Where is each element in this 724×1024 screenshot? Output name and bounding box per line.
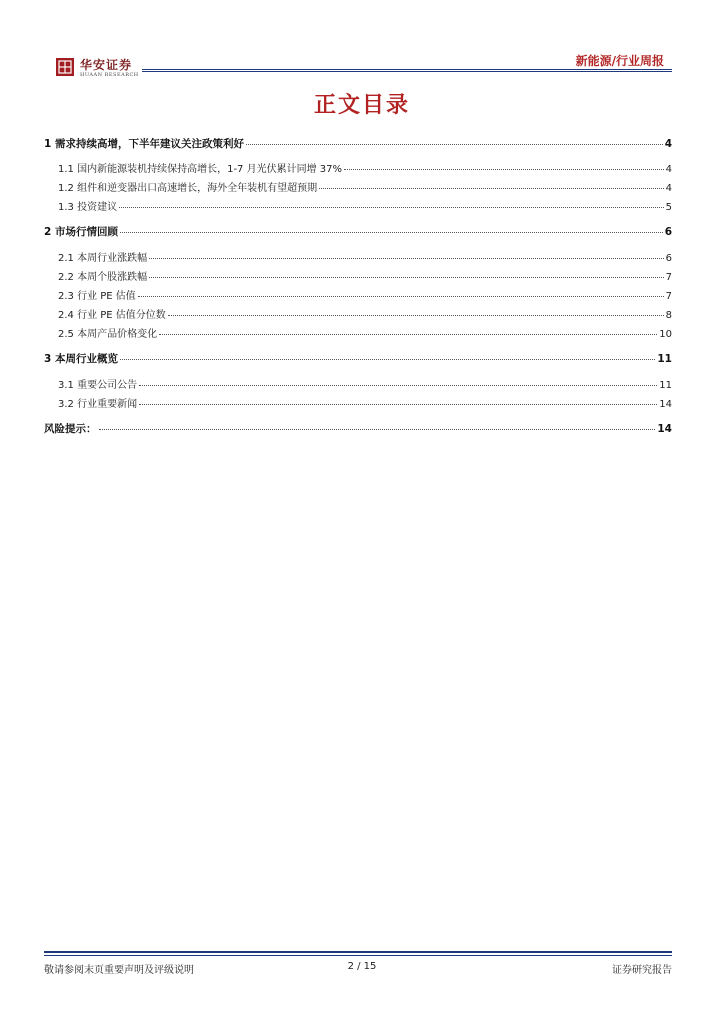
toc-dot-leader xyxy=(119,207,664,208)
toc-entry-title: 2.2 本周个股涨跌幅 xyxy=(58,272,148,283)
toc-entry-page: 10 xyxy=(659,329,672,340)
toc-dot-leader xyxy=(120,232,663,233)
toc-entry-title: 2 市场行情回顾 xyxy=(44,226,118,238)
toc-entry-title: 3.1 重要公司公告 xyxy=(58,380,138,391)
page-number: 2 / 15 xyxy=(347,961,377,972)
toc-entry-title: 3 本周行业概览 xyxy=(44,353,118,365)
toc-entry-page: 14 xyxy=(659,399,672,410)
toc-entry[interactable] xyxy=(44,395,672,410)
toc-entry[interactable] xyxy=(44,268,672,283)
toc-entry-title: 2.1 本周行业涨跌幅 xyxy=(58,253,148,264)
toc-entry-title: 3.2 行业重要新闻 xyxy=(58,399,138,410)
toc-entry-title: 2.5 本周产品价格变化 xyxy=(58,329,158,340)
report-section-label: 新能源/行业周报 xyxy=(575,54,664,68)
toc-entry-page: 4 xyxy=(664,138,672,150)
footer-rule xyxy=(44,951,672,953)
toc-dot-leader xyxy=(168,315,664,316)
toc-entry[interactable] xyxy=(44,224,672,239)
toc-dot-leader xyxy=(159,334,657,335)
toc-entry[interactable] xyxy=(44,160,672,175)
toc-entry-page: 14 xyxy=(657,423,672,435)
header-rule-secondary xyxy=(142,71,672,72)
toc-dot-leader xyxy=(344,169,664,170)
toc-dot-leader xyxy=(149,277,664,278)
toc-dot-leader xyxy=(139,385,657,386)
footer-rule-secondary xyxy=(44,955,672,956)
company-logo xyxy=(56,58,186,82)
toc-entry[interactable] xyxy=(44,136,672,151)
logo-icon xyxy=(56,58,74,76)
toc-entry[interactable] xyxy=(44,351,672,366)
toc-entry-title: 1.1 国内新能源装机持续保持高增长，1-7 月光伏累计同增 37% xyxy=(58,164,342,175)
toc-entry[interactable] xyxy=(44,421,672,436)
toc-dot-leader xyxy=(99,429,656,430)
toc-dot-leader xyxy=(138,296,664,297)
page-title: 正文目录 xyxy=(313,93,410,118)
toc-entry-title: 1.2 组件和逆变器出口高速增长，海外全年装机有望超预期 xyxy=(58,183,318,194)
footer-report-type: 证券研究报告 xyxy=(612,965,672,976)
toc-entry[interactable] xyxy=(44,249,672,264)
toc-dot-leader xyxy=(139,404,657,405)
toc-entry-title: 2.4 行业 PE 估值分位数 xyxy=(58,310,166,321)
toc-entry[interactable] xyxy=(44,198,672,213)
toc-entry-page: 8 xyxy=(665,310,672,321)
toc-entry[interactable] xyxy=(44,325,672,340)
page-header xyxy=(44,52,672,76)
header-rule xyxy=(142,69,672,70)
toc-entry-page: 11 xyxy=(659,380,672,391)
toc-dot-leader xyxy=(149,258,664,259)
toc-dot-leader xyxy=(120,359,655,360)
toc-entry-title: 风险提示： xyxy=(44,423,97,435)
toc-entry-page: 4 xyxy=(665,183,672,194)
toc-entry-page: 6 xyxy=(665,253,672,264)
logo-text-cn: 华安证券 xyxy=(80,58,133,72)
toc-entry[interactable] xyxy=(44,179,672,194)
toc-entry-title: 1 需求持续高增，下半年建议关注政策利好 xyxy=(44,138,244,150)
toc-entry-page: 7 xyxy=(665,272,672,283)
toc-entry-title: 1.3 投资建议 xyxy=(58,202,118,213)
toc-dot-leader xyxy=(319,188,664,189)
toc-entry-title: 2.3 行业 PE 估值 xyxy=(58,291,136,302)
toc-entry[interactable] xyxy=(44,376,672,391)
toc-entry-page: 6 xyxy=(664,226,672,238)
toc-entry-page: 4 xyxy=(665,164,672,175)
toc-entry[interactable] xyxy=(44,306,672,321)
toc-entry-page: 7 xyxy=(665,291,672,302)
toc-dot-leader xyxy=(246,144,663,145)
toc-entry-page: 5 xyxy=(665,202,672,213)
toc-entry-page: 11 xyxy=(657,353,672,365)
logo-text-en: HUAAN RESEARCH xyxy=(80,72,139,78)
toc-entry[interactable] xyxy=(44,287,672,302)
footer-disclaimer: 敬请参阅末页重要声明及评级说明 xyxy=(44,965,194,976)
